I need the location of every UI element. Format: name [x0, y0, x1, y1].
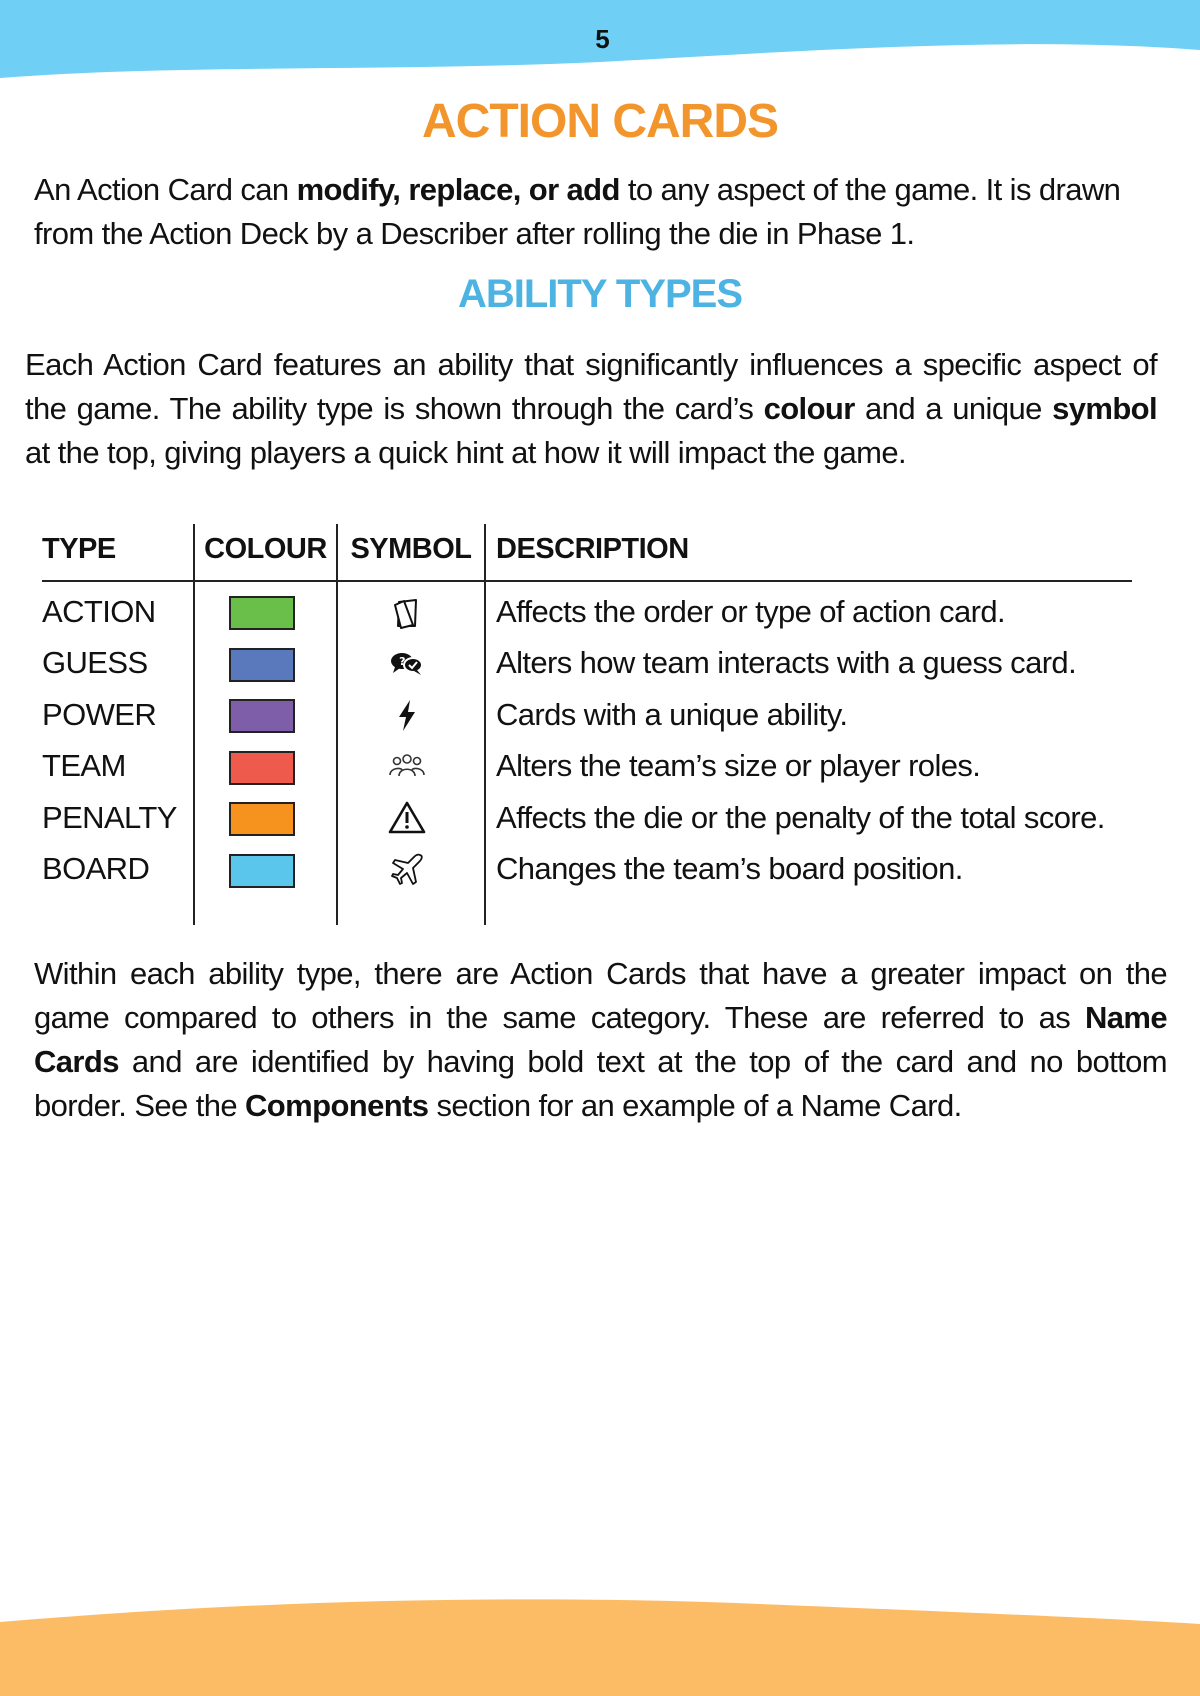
description-cell: Affects the die or the penalty of the total score.	[485, 792, 1132, 844]
colour-cell	[194, 581, 337, 638]
colour-cell	[194, 741, 337, 793]
intro-paragraph: An Action Card can modify, replace, or add to any aspect of the game. It is drawn from the Action Deck by a Describer after rolling the die in Phase 1.	[34, 172, 1121, 251]
ability-paragraph: Each Action Card features an ability that significantly influences a specific aspect of the game. The ability type is shown through the card’s colour and a unique symbol at the top, giving players a quick hint at how it will impact the game.	[25, 347, 1158, 470]
description-cell: Alters the team’s size or player roles.	[485, 741, 1132, 793]
header-description: DESCRIPTION	[485, 524, 1132, 581]
lightning-icon	[387, 695, 427, 735]
colour-swatch	[229, 648, 295, 682]
table-row	[42, 638, 1132, 690]
table-row	[42, 581, 1132, 638]
colour-swatch	[229, 854, 295, 888]
header-colour: COLOUR	[194, 524, 337, 581]
type-cell: TEAM	[42, 748, 126, 784]
colour-cell	[194, 792, 337, 844]
header-type: TYPE	[42, 524, 194, 581]
section-title: ABILITY TYPES	[457, 272, 743, 316]
description-cell: Cards with a unique ability.	[485, 689, 1132, 741]
table-row	[42, 844, 1132, 926]
symbol-cell	[337, 638, 485, 690]
colour-swatch	[229, 802, 295, 836]
symbol-cell	[337, 741, 485, 793]
type-cell: GUESS	[42, 645, 148, 681]
footer-wave	[0, 1596, 1200, 1696]
type-cell: BOARD	[42, 851, 150, 887]
closing-paragraph: Within each ability type, there are Action Cards that have a greater impact on the game compared to others in the same category. These are referred to as Name Cards and are identified by having bold text at the top of the card and no bottom border. See the Components section for an example of a Name Card.	[34, 956, 1167, 1123]
colour-swatch	[229, 699, 295, 733]
speech-bubbles-icon	[387, 643, 427, 683]
description-cell: Changes the team’s board position.	[485, 844, 1132, 926]
ability-types-table	[42, 524, 1132, 925]
colour-cell	[194, 638, 337, 690]
type-cell: ACTION	[42, 593, 156, 629]
symbol-cell	[337, 844, 485, 926]
table-row	[42, 792, 1132, 844]
header-symbol: SYMBOL	[337, 524, 485, 581]
symbol-cell	[337, 689, 485, 741]
colour-cell	[194, 689, 337, 741]
svg-text:?: ?	[399, 655, 405, 669]
table-row	[42, 689, 1132, 741]
table-row	[42, 741, 1132, 793]
page-number: 5	[595, 24, 610, 54]
description-cell: Alters how team interacts with a guess card.	[485, 638, 1132, 690]
symbol-cell	[337, 792, 485, 844]
page-title: ACTION CARDS	[422, 95, 778, 148]
colour-swatch	[229, 751, 295, 785]
table-header-row	[42, 524, 1132, 581]
warning-icon	[387, 798, 427, 838]
colour-swatch	[229, 596, 295, 630]
type-cell: POWER	[42, 696, 157, 732]
description-cell: Affects the order or type of action card.	[485, 581, 1132, 638]
symbol-cell	[337, 581, 485, 638]
cards-icon	[387, 592, 427, 632]
airplane-icon	[387, 849, 427, 889]
people-icon	[387, 746, 427, 786]
type-cell: PENALTY	[42, 799, 177, 835]
colour-cell	[194, 844, 337, 926]
